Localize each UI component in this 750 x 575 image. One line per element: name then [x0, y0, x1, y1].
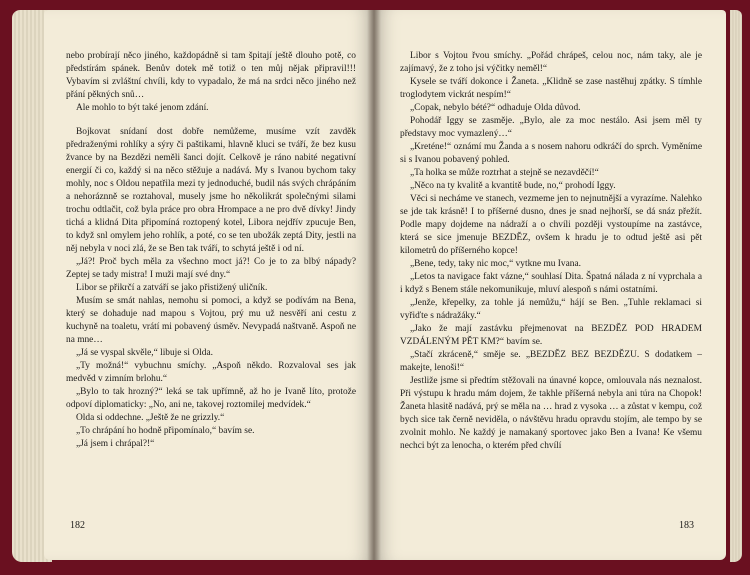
paragraph: „Letos ta navigace fakt vázne,“ souhlasí Dita. Špatná nálada z ní vyprchala a i když s Benem stále nekomunikuje, mluví alespoň s námi ostatními. [400, 272, 702, 295]
page-number-left: 182 [70, 520, 85, 531]
paragraph: „Bene, tedy, taky nic moc,“ vytkne mu Ivana. [410, 259, 581, 269]
paragraph: nebo probírají něco jiného, každopádně si tam špitají ještě dlouho potě, co předstírám spánek. Benův dotek mě totiž o ten můj nějak připravil!!! Vybavím si zvláštní chvíli, kdy to vypadalo, že má na srdci něco jiného než přání pěkných snů… [66, 51, 356, 100]
right-page [374, 10, 726, 560]
paragraph: „Ty možná!“ vybuchnu smíchy. „Aspoň někdo. Rozvaloval ses jak medvěd v zimním brlohu.“ [66, 361, 356, 384]
paragraph: „Já?! Proč bych měla za všechno moct já?! Co je to za blbý nápady? Zeptej se tady mistra! I muži mají své dny.“ [66, 257, 356, 280]
paragraph: Věci si necháme ve stanech, vezmeme jen to nejnutnější a vyrazíme. Nalehko se jde tak krásně! I to příšerné dusno, dnes je snad nejhorší, se dá snáz přežít. Podle mapy dojdeme na nádraží a o chvíli později vystoupíme na zastávce, která se sice jmenuje BEZDĚZ, ovšem k hradu je to odtud ještě asi pět kilometrů do příšerného kopce! [400, 194, 702, 256]
paragraph: Libor s Vojtou řvou smíchy. „Pořád chrápeš, celou noc, nám taky, ale je zajímavý, že z toho jsi výčitky neměl!“ [400, 51, 702, 74]
paragraph: Pohodář Iggy se zasměje. „Bylo, ale za moc nestálo. Asi jsem měl ty představy moc vymazlený…“ [400, 116, 702, 139]
paragraph: Ale mohlo to být také jenom zdání. [76, 103, 209, 113]
book-gutter [367, 10, 381, 560]
page-number-right: 183 [679, 520, 694, 531]
paragraph: „Jako že mají zastávku přejmenovat na BEZDĚZ POD HRADEM VZDÁLENÝM PĚT KM?“ bavím se. [400, 324, 702, 347]
paragraph: „Bylo to tak hrozný?“ leká se tak upřímně, až ho je Ivaně líto, protože odpoví diplomaticky: „No, ani ne, takovej roztomilej medvídek.“ [66, 387, 356, 410]
paragraph: „Jenže, křepelky, za tohle já nemůžu,“ hájí se Ben. „Tuhle reklamaci si vyřiďte s nádražáky.“ [400, 298, 702, 321]
paragraph: Olda si oddechne. „Ještě že ne grizzly.“ [76, 413, 225, 423]
right-page-text [400, 50, 702, 453]
left-page-text [66, 50, 356, 451]
paragraph: „Kreténe!“ oznámí mu Žanda a s nosem nahoru odkráčí do sprch. Vyměníme si s Ivanou pobavený pohled. [400, 142, 702, 165]
paragraph: „Copak, nebylo bété?“ odhaduje Olda důvod. [410, 103, 581, 113]
left-page [44, 10, 374, 560]
paragraph: „Já jsem i chrápal?!“ [76, 439, 155, 449]
paragraph: Musím se smát nahlas, nemohu si pomoci, a když se podívám na Bena, který se dohaduje nad mapou s Vojtou, prý mu už nesvěří ani cestu z kuchyně na toaletu, vrátí mi pobavený úsměv. Nevypadá naštvaně. Aspoň ne na mne… [66, 296, 356, 345]
paragraph: „Stačí zkráceně,“ směje se. „BEZDĚZ BEZ BEZDĚZU. S dodatkem – makejte, lenoši!“ [400, 350, 702, 373]
paragraph: „Něco na ty kvalitě a kvantitě bude, no,“ prohodí Iggy. [410, 181, 616, 191]
paragraph: „Ta holka se může roztrhat a stejně se nezavděčí!“ [410, 168, 599, 178]
page-edges-right [730, 10, 742, 562]
paragraph: „Já se vyspal skvěle,“ libuje si Olda. [76, 348, 213, 358]
paragraph: „To chrápání ho hodně připomínalo,“ bavím se. [76, 426, 255, 436]
paragraph: Bojkovat snídaní dost dobře nemůžeme, musíme vzít zavděk předraženými rohlíky a sýry či paštikami, hlavně kluci se tváří, že bez kusu žvance by na Bezdězi neměli šanci dojít. Celkově je ráno nabité negativní energií či co, každý si na něco stěžuje a nadává. My s Ivanou bychom taky mohly, noc s Oldou nepatřila mezi ty jednoduché, budil nás svých chrápáním a nehoráznně se roztahoval, musely jsme ho několikrát společnými silami trochu odtlačit, což byla práce pro obra Hrompace a ne pro dvě dívky! Jindy tichá a klidná Dita připomíná roztopený kotel, Libora nejdřív zpucuje Ben, to když snl omylem jeho rohlík, a poté, co se ten ubožák zeptá Dity, jestli na něj nebyla v noci zlá, že se Ben tak tváří, to schytá ještě i od ní. [66, 127, 356, 254]
book-spread [12, 6, 742, 571]
paragraph: Jestliže jsme si předtím stěžovali na únavné kopce, omlouvala nás neznalost. Při výstupu k hradu mám dojem, že takhle příšerná nebyla ani túra na Chopok! Žaneta hlasitě nadává, prý se měla na … hrad z vysoka … a zůstat v kempu, což bych sice tak černě neviděla, o návštěvu hradu opravdu stojím, ale tempo by se zvolnit mohlo. Ne každý je namakaný sportovec jako Ben a Ivana! Ke všemu nechci být za lenocha, o kterém před chvílí [400, 376, 702, 451]
paragraph: Kysele se tváří dokonce i Žaneta. „Klidně se zase nastěhuj zpátky. S tímhle troglodytem vickrát nespím!“ [400, 77, 702, 100]
paragraph: Libor se přikrčí a zatváří se jako přistižený uličník. [76, 283, 268, 293]
